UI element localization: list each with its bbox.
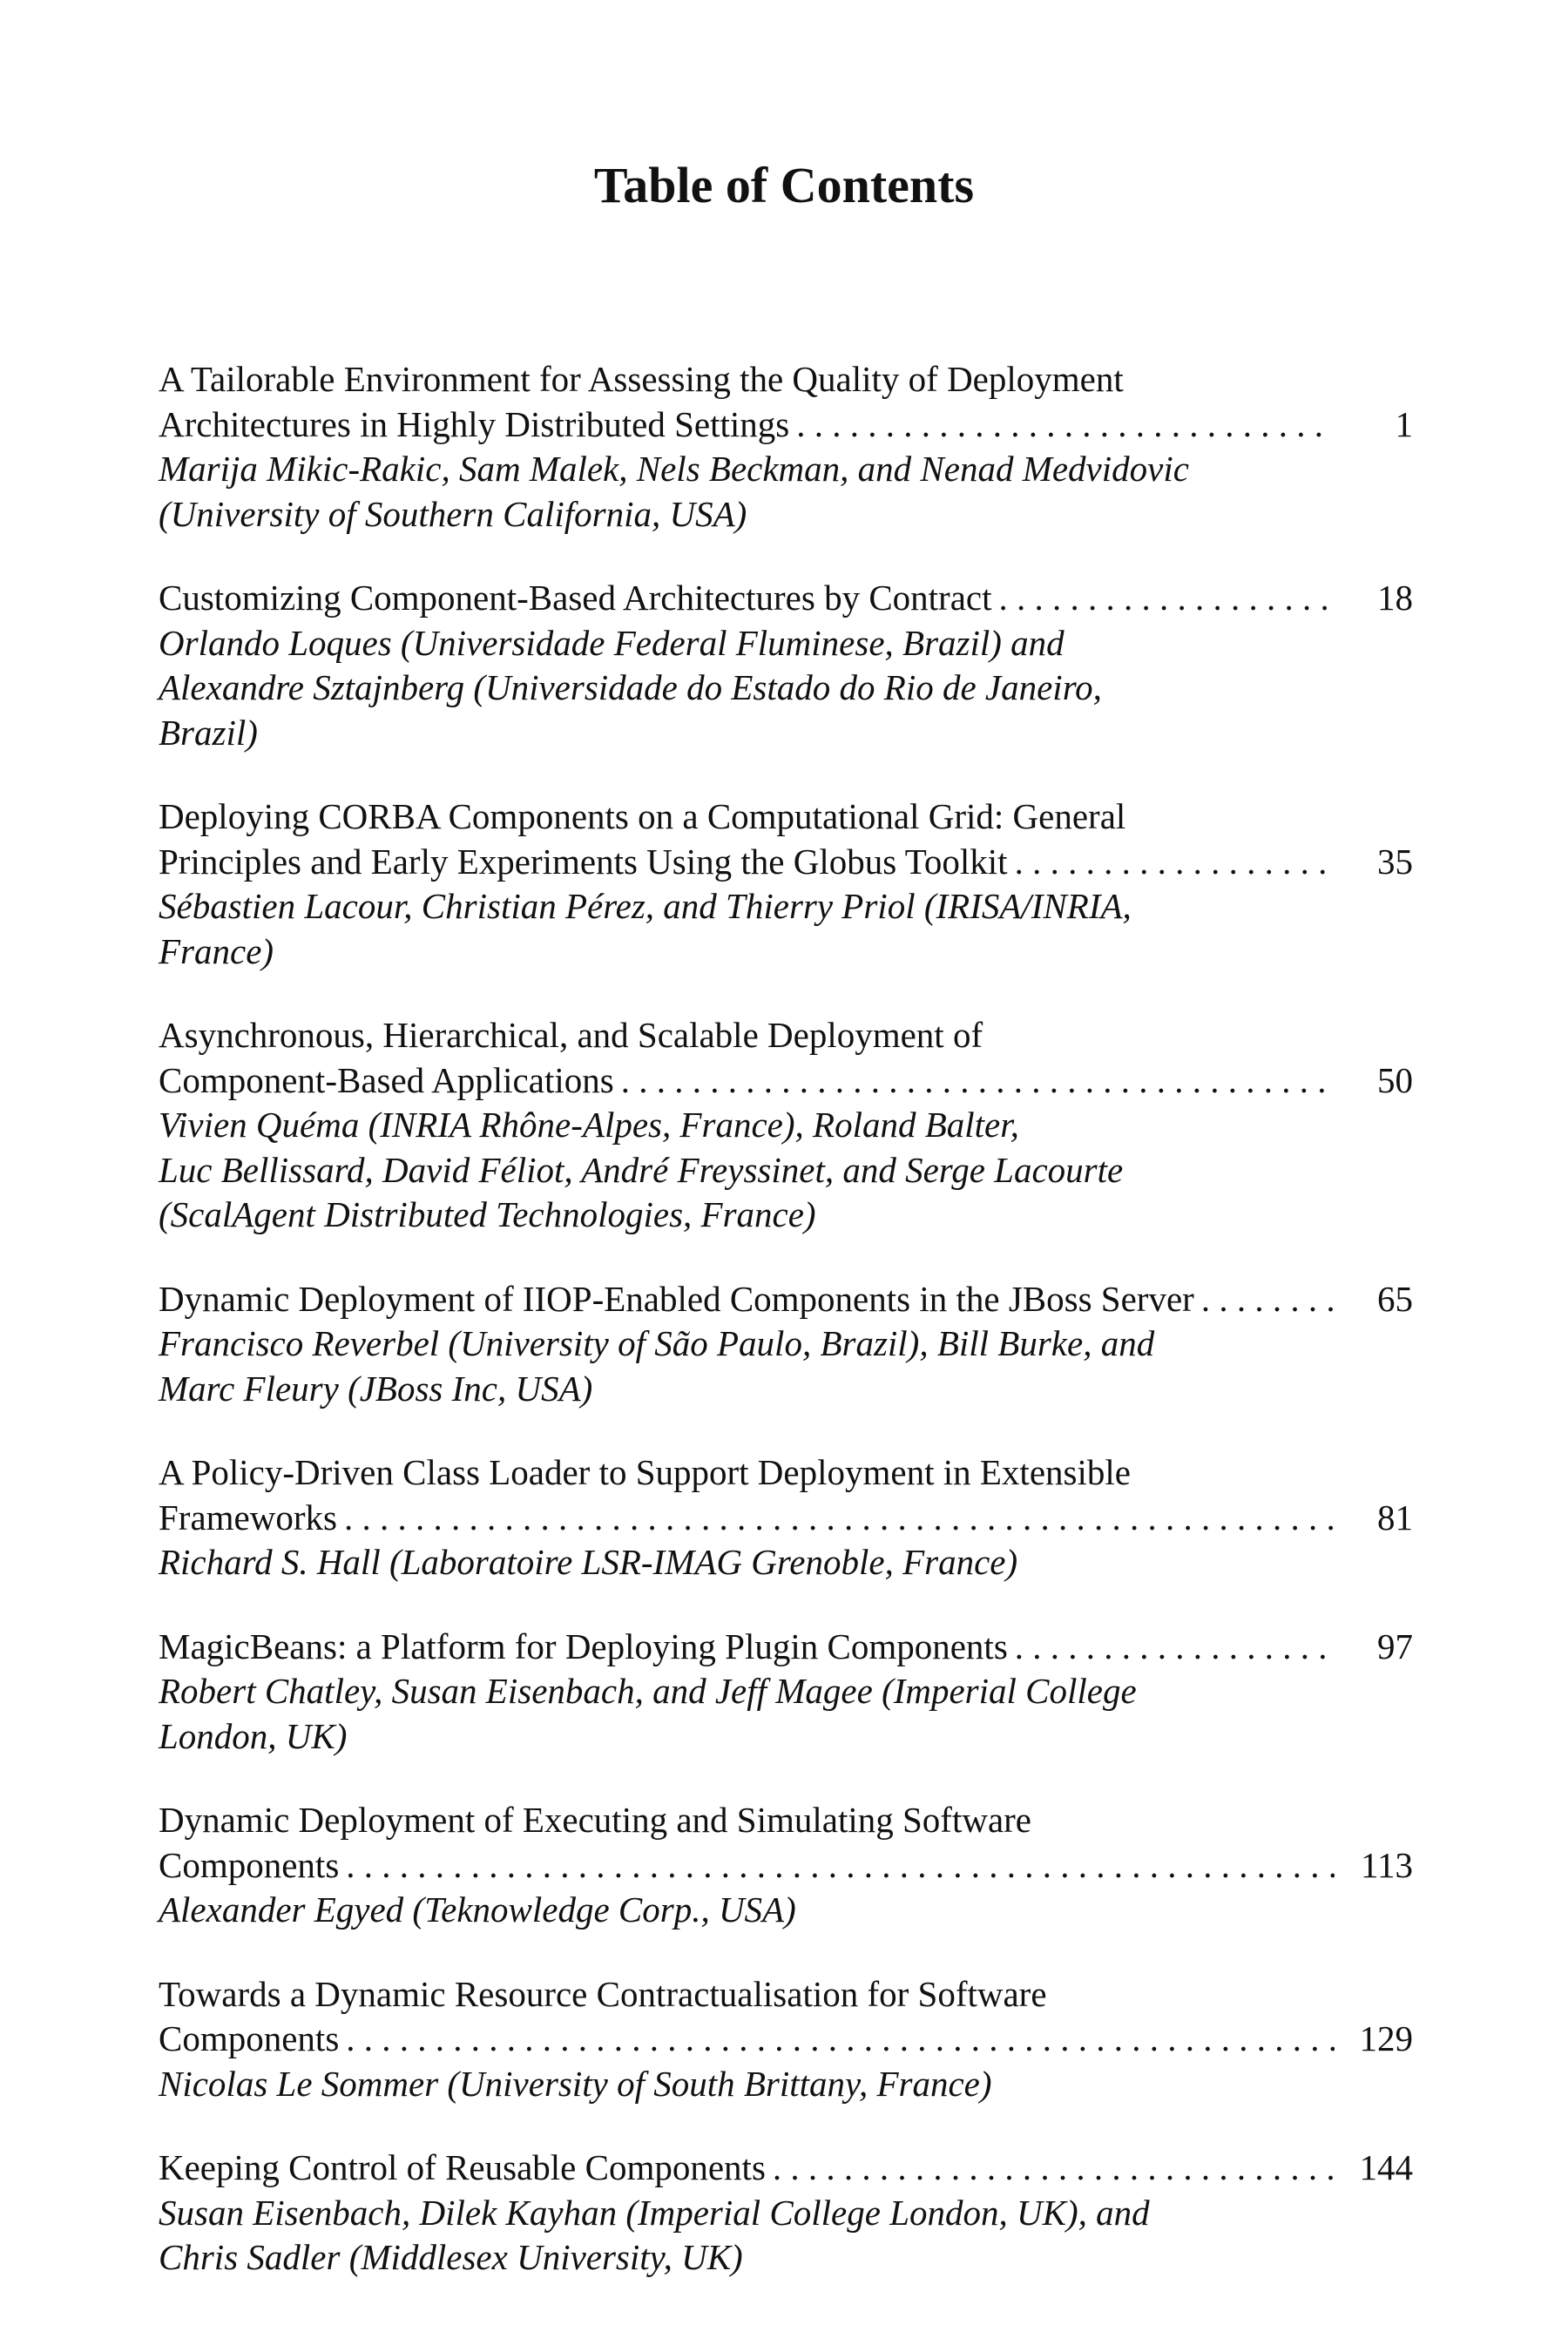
dot-leader (1008, 1625, 1335, 1670)
dot-leader (614, 1058, 1335, 1104)
table-of-contents (159, 357, 1413, 2320)
entry-title-last-line (159, 1843, 1413, 1889)
page-number: 50 (1377, 1059, 1413, 1100)
author-line: Robert Chatley, Susan Eisenbach, and Jeff Magee (Imperial College (159, 1671, 1137, 1711)
entry-authors (159, 1540, 1413, 1585)
entry-title-text: Keeping Control of Reusable Components (159, 2147, 766, 2187)
entry-title-text: Components (159, 1844, 340, 1885)
toc-entry (159, 1450, 1413, 1585)
entry-authors (159, 1103, 1413, 1238)
page-number: 1 (1395, 403, 1413, 444)
page-number: 97 (1377, 1625, 1413, 1666)
author-line: Nicolas Le Sommer (University of South Brittany, France) (159, 2063, 992, 2104)
toc-entry (159, 1625, 1413, 1760)
page-number: 129 (1359, 2018, 1413, 2058)
page-number: 65 (1377, 1278, 1413, 1319)
entry-title-line: A Tailorable Environment for Assessing the Quality of Deployment (159, 359, 1124, 399)
entry-title-last-line (159, 840, 1413, 885)
page-number: 113 (1361, 1844, 1413, 1885)
page-number: 18 (1377, 578, 1413, 618)
entry-authors (159, 621, 1413, 756)
entry-title-last-line (159, 2146, 1413, 2191)
entry-authors (159, 1321, 1413, 1411)
page-number: 144 (1359, 2147, 1413, 2187)
entry-title-last-line (159, 576, 1413, 621)
dot-leader (1194, 1277, 1335, 1322)
toc-entry (159, 1013, 1413, 1238)
entry-authors (159, 447, 1413, 537)
dot-leader (1008, 840, 1335, 885)
entry-authors (159, 1669, 1413, 1759)
author-line: Marija Mikic-Rakic, Sam Malek, Nels Beckman, and Nenad Medvidovic (159, 449, 1189, 489)
author-line: Orlando Loques (Universidade Federal Fluminese, Brazil) and (159, 622, 1064, 663)
toc-entry (159, 2146, 1413, 2281)
entry-title-last-line (159, 1277, 1413, 1322)
dot-leader (337, 1496, 1335, 1541)
entry-authors (159, 884, 1413, 974)
entry-title-text: Principles and Early Experiments Using the Globus Toolkit (159, 841, 1008, 882)
entry-authors (159, 2062, 1413, 2107)
toc-entry (159, 794, 1413, 974)
author-line: Vivien Quéma (INRIA Rhône-Alpes, France), Roland Balter, (159, 1105, 1019, 1145)
toc-entry (159, 357, 1413, 537)
author-line: Susan Eisenbach, Dilek Kayhan (Imperial College London, UK), and (159, 2192, 1150, 2233)
entry-title-last-line (159, 1496, 1413, 1541)
entry-title-text: MagicBeans: a Platform for Deploying Plugin Components (159, 1625, 1008, 1666)
page-number: 35 (1377, 841, 1413, 882)
entry-title-text: Dynamic Deployment of IIOP-Enabled Components in the JBoss Server (159, 1278, 1194, 1319)
entry-title-line: Deploying CORBA Components on a Computational Grid: General (159, 796, 1126, 836)
author-line: Brazil) (159, 712, 258, 753)
entry-title-last-line (159, 402, 1413, 448)
author-line: London, UK) (159, 1715, 348, 1756)
dot-leader (992, 576, 1335, 621)
author-line: Marc Fleury (JBoss Inc, USA) (159, 1368, 593, 1409)
entry-authors (159, 1888, 1413, 1933)
entry-title-line: Asynchronous, Hierarchical, and Scalable Deployment of (159, 1015, 983, 1055)
author-line: Francisco Reverbel (University of São Paulo, Brazil), Bill Burke, and (159, 1323, 1155, 1363)
entry-title-text: Components (159, 2018, 340, 2058)
toc-entry (159, 1277, 1413, 1412)
toc-entry (159, 576, 1413, 755)
entry-title-last-line (159, 2017, 1413, 2062)
author-line: France) (159, 930, 274, 971)
entry-title-last-line (159, 1058, 1413, 1104)
page-number: 81 (1377, 1497, 1413, 1538)
entry-title-last-line (159, 1625, 1413, 1670)
author-line: Chris Sadler (Middlesex University, UK) (159, 2237, 743, 2277)
author-line: Luc Bellissard, David Féliot, André Freyssinet, and Serge Lacourte (159, 1149, 1124, 1190)
author-line: (University of Southern California, USA) (159, 493, 747, 534)
author-line: Alexander Egyed (Teknowledge Corp., USA) (159, 1889, 796, 1930)
entry-title-line: Towards a Dynamic Resource Contractualisation for Software (159, 1973, 1047, 2014)
entry-title-text: Customizing Component-Based Architectures by Contract (159, 578, 992, 618)
entry-title-text: Architectures in Highly Distributed Settings (159, 403, 790, 444)
dot-leader (339, 1843, 1335, 1889)
page-title: Table of Contents (593, 157, 975, 213)
entry-title-text: Frameworks (159, 1497, 337, 1538)
toc-entry (159, 1972, 1413, 2107)
author-line: Richard S. Hall (Laboratoire LSR-IMAG Grenoble, France) (159, 1542, 1018, 1582)
entry-title-text: Component-Based Applications (159, 1059, 614, 1100)
entry-title-line: Dynamic Deployment of Executing and Simulating Software (159, 1800, 1031, 1840)
toc-entry (159, 1798, 1413, 1933)
author-line: Alexandre Sztajnberg (Universidade do Estado do Rio de Janeiro, (159, 667, 1102, 707)
author-line: Sébastien Lacour, Christian Pérez, and Thierry Priol (IRISA/INRIA, (159, 886, 1132, 926)
author-line: (ScalAgent Distributed Technologies, France) (159, 1194, 816, 1234)
dot-leader (789, 402, 1335, 448)
entry-authors (159, 2191, 1413, 2281)
dot-leader (766, 2146, 1335, 2191)
entry-title-line: A Policy-Driven Class Loader to Support Deployment in Extensible (159, 1452, 1131, 1492)
dot-leader (339, 2017, 1335, 2062)
